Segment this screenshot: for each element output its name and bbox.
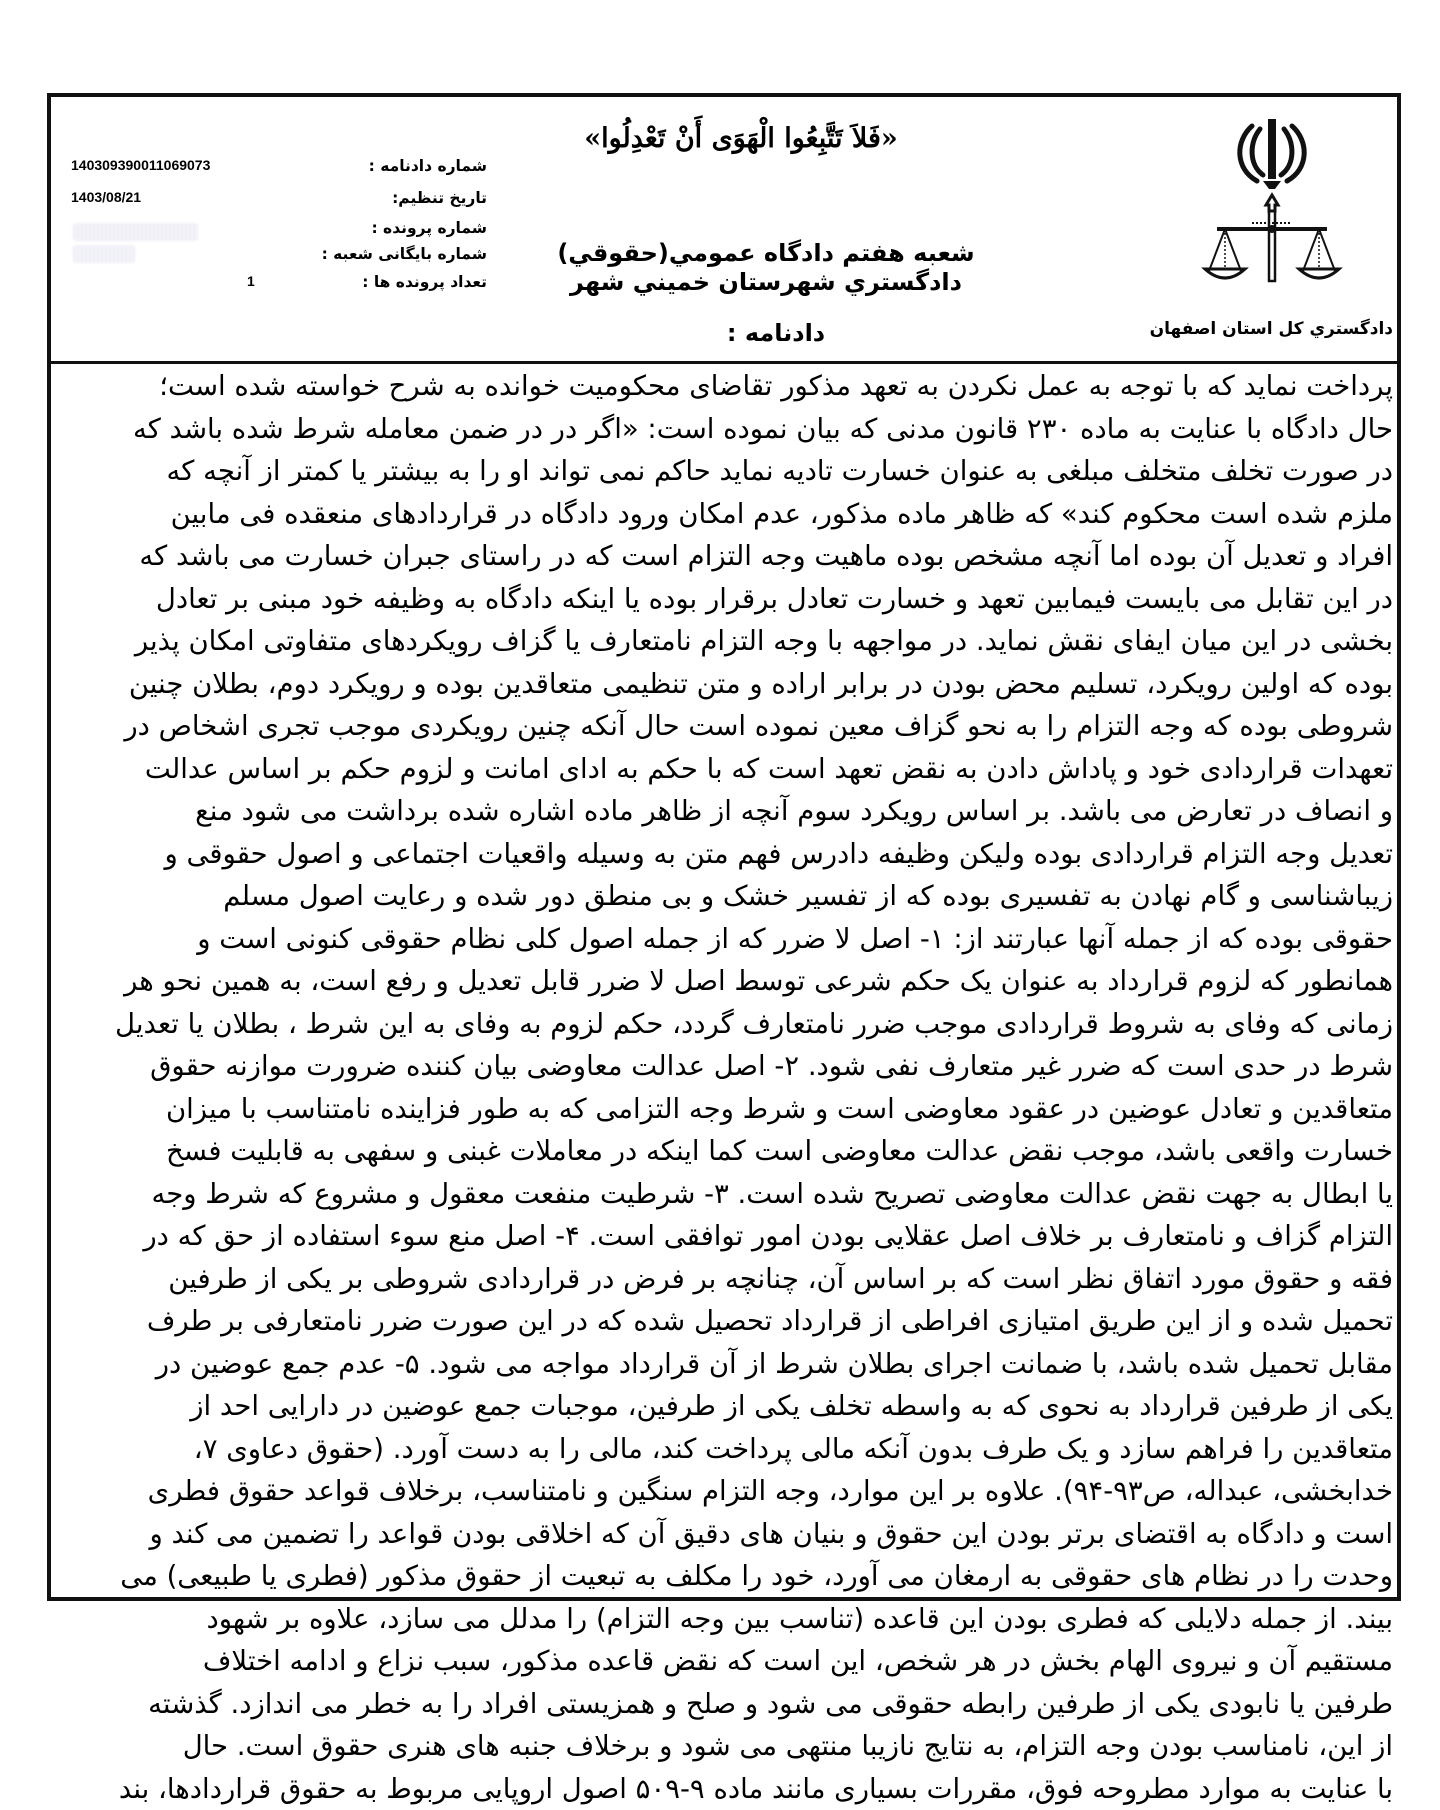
document-frame (47, 93, 1401, 1601)
redacted-value (73, 245, 135, 263)
body-line: حقوقی بوده که از جمله آنها عبارتند از: ۱- اصل لا ضرر که از جمله اصول کلی نظام حقوقی کنونی است و (55, 918, 1393, 961)
meta-label: شماره پرونده : (371, 219, 487, 237)
document-header (51, 97, 1397, 364)
verdict-title: دادنامه : (651, 319, 901, 347)
body-line: است و دادگاه به اقتضای برتر بودن این حقوق و بنیان های دقیق آن که اخلاقی بودن قواعد را تضمین می کند و (55, 1513, 1393, 1556)
body-line: یکی از طرفین قرارداد به نحوی که به واسطه تخلف یکی از طرفین، موجبات جمع عوضین در دارایی احد از (55, 1385, 1393, 1428)
body-line: متعاقدین و تعادل عوضین در عقود معاوضی است و شرط وجه التزامی که به طور فزاینده نامتناسب با میزان (55, 1088, 1393, 1131)
redacted-value (73, 223, 198, 241)
body-line: التزام گزاف و نامتعارف بر خلاف اصل عقلایی بودن امور توافقی است. ۴- اصل منع سوء استفاده از حق که در (55, 1215, 1393, 1258)
body-line: شروطی بوده که وجه التزام را به نحو گزاف معین نموده است حال آنکه چنین رویکردی موجب تجری اشخاص در (55, 705, 1393, 748)
body-line: طرفین یا نابودی یکی از طرفین رابطه حقوقی می شود و صلح و همزیستی افراد را به خطر می اندازد. گذشته (55, 1683, 1393, 1726)
body-line: یا ابطال به جهت نقض عدالت معاوضی تصریح شده است. ۳- شرطیت منفعت معقول و مشروع که شرط وجه (55, 1173, 1393, 1216)
body-line: در صورت تخلف متخلف مبلغی به عنوان خسارت تادیه نماید حاکم نمی تواند او را به بیشتر یا کمتر از آنچه که (55, 450, 1393, 493)
body-line: شرط در حدی است که ضرر غیر متعارف نفی شود. ۲- اصل عدالت معاوضی بیان کننده ضرورت موازنه حقوق (55, 1045, 1393, 1088)
body-line: مستقیم آن و نیروی الهام بخش در هر شخص، این است که نقض قاعده مذکور، سبب نزاع و ادامه اختلاف (55, 1640, 1393, 1683)
meta-case-count (67, 273, 487, 303)
meta-case-number (67, 219, 487, 245)
court-city: دادگستري شهرستان خميني شهر (531, 268, 1001, 297)
body-line: و انصاف در تعارض می باشد. بر اساس رویکرد سوم آنچه از ظاهر ماده اشاره شده برداشت می شود منع (55, 790, 1393, 833)
body-line: تحمیل شده و از این طریق امتیازی افراطی از قرارداد تحصیل شده که در این صورت ضرر نامتعارفی بر طرف (55, 1300, 1393, 1343)
verdict-body (55, 365, 1393, 1810)
body-line: در این تقابل می بایست فیمابین تعهد و خسارت تعادل برقرار بوده یا اینکه دادگاه به وظیفه خود مبنی بر تعادل (55, 578, 1393, 621)
judiciary-province-name: دادگستري كل استان اصفهان (1173, 319, 1393, 339)
meta-verdict-number (67, 157, 487, 187)
body-line: خسارت واقعی باشد، موجب نقض عدالت معاوضی است کما اینکه در معاملات غبنی و سفهی به قابلیت فسخ (55, 1130, 1393, 1173)
body-line: بخشی در این میان ایفای نقش نماید. در مواجهه با وجه التزام نامتعارف یا گزاف رویکردهای متفاوتی امکان پذیر (55, 620, 1393, 663)
body-line: همانطور که لزوم قرارداد به عنوان یک حکم شرعی توسط اصل لا ضرر قابل تعدیل و رفع است، به همین نحو هر (55, 960, 1393, 1003)
body-line: با عنایت به موارد مطروحه فوق، مقررات بسیاری مانند ماده ۹-۵۰۹ اصول اروپایی مربوط به حقوق قراردادها، بند (55, 1768, 1393, 1810)
body-line: زمانی که وفای به شروط قراردادی موجب ضرر نامتعارف گردد، حکم لزوم به وفای به این شرط ، بطلان یا تعدیل (55, 1003, 1393, 1046)
body-line: پرداخت نماید که با توجه به عمل نکردن به تعهد مذکور تقاضای محکومیت خوانده به شرح خواسته شده است؛ (55, 365, 1393, 408)
body-line: وحدت را در نظام های حقوقی به ارمغان می آورد، خود را مکلف به تبعیت از حقوق مذکور (فطری یا طبیعی) می (55, 1555, 1393, 1598)
body-line: زیباشناسی و گام نهادن به تفسیری بوده که از تفسیر خشک و بی منطق دور شده و رعایت اصول مسلم (55, 875, 1393, 918)
body-line: حال دادگاه با عنایت به ماده ۲۳۰ قانون مدنی که بیان نموده است: «اگر در در ضمن معامله شرط شده باشد که (55, 408, 1393, 451)
body-line: تعدیل وجه التزام قراردادی بوده ولیکن وظیفه دادرس فهم متن به وسیله واقعیات اجتماعی و اصول حقوقی و (55, 833, 1393, 876)
meta-label: تاریخ تنظیم: (392, 189, 487, 207)
body-line: بیند. از جمله دلایلی که فطری بودن این قاعده (تناسب بین وجه التزام) را مدلل می سازد، علاوه بر شهود (55, 1598, 1393, 1641)
body-line: متعاقدین را فراهم سازد و یک طرف بدون آنکه مالی پرداخت کند، مالی را به دست آورد. (حقوق دعاوی ۷، (55, 1428, 1393, 1471)
body-line: مقابل تحمیل شده باشد، با ضمانت اجرای بطلان شرط از آن قرارداد مواجه می شود. ۵- عدم جمع عوضین در (55, 1343, 1393, 1386)
body-line: ملزم شده است محکوم کند» که ظاهر ماده مذکور، عدم امکان ورود دادگاه در قراردادهای منعقده فی مابین (55, 493, 1393, 536)
court-name (531, 239, 1001, 297)
meta-label: شماره بایگانی شعبه : (322, 245, 487, 263)
body-line: خدابخشی، عبداله، ص۹۳-۹۴). علاوه بر این موارد، وجه التزام سنگین و نامتناسب، برخلاف قواعد حقوق فطری (55, 1470, 1393, 1513)
case-metadata (67, 157, 487, 303)
meta-value: 1403/08/21 (71, 189, 141, 205)
iran-judiciary-emblem-icon (1197, 111, 1347, 286)
meta-label: شماره دادنامه : (369, 157, 487, 175)
body-line: افراد و تعدیل آن بوده اما آنچه مشخص بوده ماهیت وجه التزام است که در راستای جبران خسارت می باشد که (55, 535, 1393, 578)
meta-value: 140309390011069073 (71, 157, 210, 173)
court-branch: شعبه هفتم دادگاه عمومي(حقوقي) (531, 239, 1001, 268)
meta-value: 1 (247, 273, 255, 289)
meta-archive-number (67, 245, 487, 273)
header-quote: «فَلاَ تَتَّبِعُوا الْهَوَى أَنْ تَعْدِلُوا» (531, 123, 951, 154)
body-line: تعهدات قراردادی خود و پاداش دادن به نقض تعهد است که با حکم به ادای امانت و لزوم حکم بر اساس عدالت (55, 748, 1393, 791)
body-line: فقه و حقوق مورد اتفاق نظر است که بر اساس آن، چنانچه بر فرض در قراردادی شروطی بر یکی از طرفین (55, 1258, 1393, 1301)
body-line: از این، نامناسب بودن وجه التزام، به نتایج نازیبا منتهی می شود و برخلاف جنبه های هنری حقوق است. حال (55, 1725, 1393, 1768)
body-line: بوده که اولین رویکرد، تسلیم محض بودن در برابر اراده و متن تنظیمی متعاقدین بوده و رویکرد دوم، بطلان چنین (55, 663, 1393, 706)
meta-issue-date (67, 189, 487, 219)
meta-label: تعداد پرونده ها : (362, 273, 487, 291)
